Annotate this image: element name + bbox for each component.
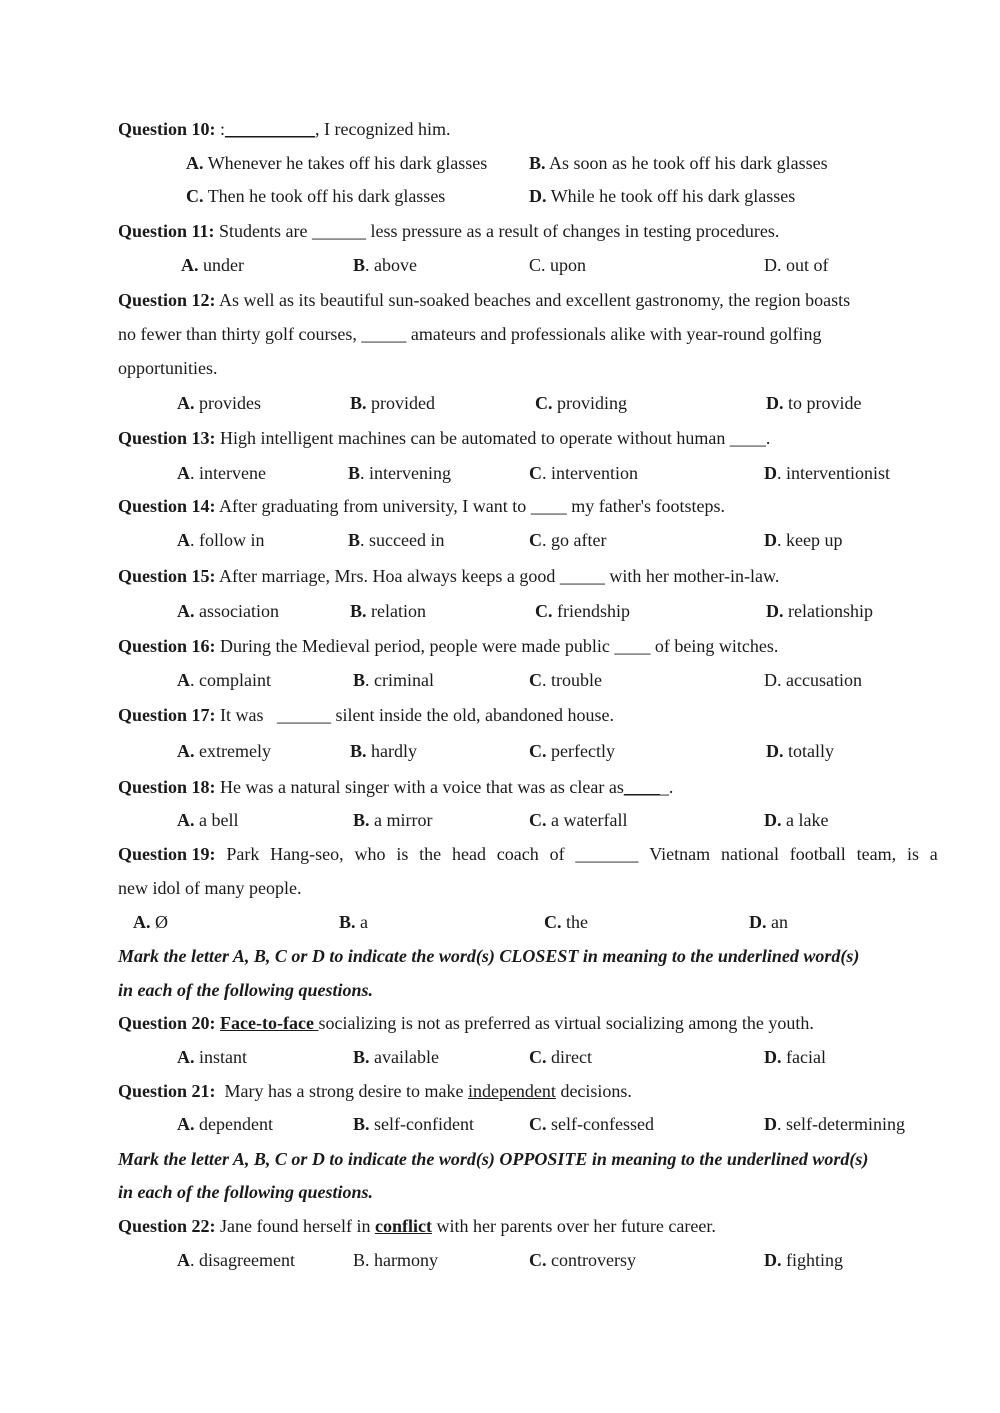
option-b[interactable] — [529, 152, 828, 174]
option-b[interactable] — [350, 600, 426, 622]
option-text: perfectly — [546, 741, 615, 761]
option-text: relation — [366, 601, 426, 621]
option-d[interactable] — [764, 1249, 843, 1271]
option-text: hardly — [366, 741, 417, 761]
question-stem: After graduating from university, I want to ____ my father's footsteps. — [215, 496, 725, 516]
option-letter: D — [764, 530, 777, 550]
option-c[interactable] — [529, 740, 615, 762]
option-text: . follow in — [190, 530, 265, 550]
option-text: a lake — [781, 810, 829, 830]
option-c[interactable] — [535, 600, 630, 622]
option-a[interactable] — [177, 600, 279, 622]
option-a[interactable] — [177, 392, 261, 414]
option-text: . intervening — [360, 463, 451, 483]
option-b[interactable] — [350, 740, 417, 762]
question-stem: It was ______ silent inside the old, abandoned house. — [215, 705, 614, 725]
question-stem: , I recognized him. — [315, 119, 451, 139]
stem-word: national — [720, 844, 779, 864]
option-text: While he took off his dark glasses — [550, 186, 796, 206]
stem-word: team, — [856, 844, 897, 864]
question-13 — [118, 427, 770, 449]
stem-word: who — [354, 844, 386, 864]
option-text: a mirror — [369, 810, 433, 830]
option-letter: B — [353, 670, 366, 690]
question-stem-end: decisions. — [555, 1081, 632, 1101]
option-a[interactable] — [181, 254, 244, 276]
question-label: Question 20: — [118, 1013, 216, 1033]
option-letter: B — [353, 1250, 366, 1270]
option-letter: B. — [353, 1047, 370, 1067]
option-d[interactable] — [764, 1113, 905, 1135]
option-d[interactable] — [529, 185, 795, 207]
question-10 — [118, 118, 450, 140]
option-b[interactable] — [339, 911, 368, 933]
option-text: instant — [194, 1047, 247, 1067]
option-letter: C. — [535, 393, 553, 413]
option-letter: D. — [529, 186, 547, 206]
option-text: relationship — [783, 601, 873, 621]
option-c[interactable] — [535, 392, 627, 414]
option-letter: A. — [186, 153, 204, 173]
option-a[interactable] — [177, 809, 238, 831]
option-letter: B. — [529, 153, 546, 173]
question-label: Question 17: — [118, 705, 216, 725]
stem-word: the — [419, 844, 442, 864]
question-stem-line: As well as its beautiful sun-soaked beaches and excellent gastronomy, the region boasts — [215, 290, 851, 310]
option-text: . out of — [777, 255, 829, 275]
option-text: . above — [365, 255, 417, 275]
option-text: Whenever he takes off his dark glasses — [207, 153, 488, 173]
question-stem-line: opportunities. — [118, 358, 218, 378]
answer-blank: __________ — [225, 119, 316, 139]
stem-word: football — [789, 844, 846, 864]
option-letter: A. — [177, 1114, 195, 1134]
question-label: Question 22: — [118, 1216, 216, 1236]
option-c[interactable] — [529, 529, 606, 551]
option-letter: A. — [181, 255, 199, 275]
option-letter: C. — [529, 810, 547, 830]
option-letter: A. — [177, 810, 195, 830]
option-text: under — [198, 255, 244, 275]
option-text: . interventionist — [777, 463, 890, 483]
option-text: . upon — [541, 255, 587, 275]
option-text: self-confident — [369, 1114, 474, 1134]
option-c[interactable] — [544, 911, 588, 933]
option-letter: A. — [177, 601, 195, 621]
option-letter: A. — [177, 1047, 195, 1067]
option-d[interactable] — [764, 529, 842, 551]
option-letter: A. — [133, 912, 151, 932]
question-21 — [118, 1080, 632, 1102]
option-text: . intervene — [190, 463, 266, 483]
question-stem: During the Medieval period, people were made public ____ of being witches. — [215, 636, 779, 656]
option-letter: B. — [353, 810, 370, 830]
option-b[interactable] — [353, 1249, 438, 1271]
option-letter: B — [348, 530, 361, 550]
question-label: Question 15: — [118, 566, 216, 586]
underlined-word: Face-to-face — [220, 1013, 319, 1033]
question-label: Question 21: — [118, 1081, 216, 1101]
option-b[interactable] — [353, 669, 434, 691]
option-letter: B. — [350, 741, 367, 761]
option-b[interactable] — [353, 254, 417, 276]
option-text: extremely — [194, 741, 271, 761]
underlined-word: conflict — [374, 1216, 432, 1236]
option-text: a — [355, 912, 369, 932]
question-15 — [118, 565, 779, 587]
option-text: facial — [781, 1047, 826, 1067]
option-b[interactable] — [348, 529, 444, 551]
option-letter: A — [177, 530, 190, 550]
option-d[interactable] — [764, 809, 828, 831]
option-text: fighting — [781, 1250, 843, 1270]
option-letter: D. — [764, 810, 782, 830]
underlined-word: independent — [467, 1081, 556, 1101]
answer-blank: _______ — [575, 844, 639, 864]
answer-blank: ____ — [623, 777, 660, 797]
option-letter: C. — [529, 1250, 547, 1270]
question-stem-line: no fewer than thirty golf courses, _____ amateurs and professionals alike with year-round golfing — [118, 324, 822, 344]
stem-word: Hang-seo, — [270, 844, 344, 864]
option-letter: D — [764, 463, 777, 483]
option-text: providing — [552, 393, 627, 413]
option-letter: B. — [350, 393, 367, 413]
instruction-closest-line-1: Mark the letter A, B, C or D to indicate the word(s) CLOSEST in meaning to the underlined word(s) — [118, 946, 860, 966]
question-stem: socializing is not as preferred as virtual socializing among the youth. — [318, 1013, 814, 1033]
option-text: Ø — [150, 912, 168, 932]
option-letter: A — [177, 1250, 190, 1270]
option-text: provides — [194, 393, 261, 413]
option-letter: C — [529, 255, 542, 275]
question-stem: Jane found herself in — [215, 1216, 375, 1236]
option-b[interactable] — [353, 1046, 439, 1068]
option-text: to provide — [783, 393, 862, 413]
question-label: Question 13: — [118, 428, 216, 448]
stem-word: of — [549, 844, 565, 864]
option-c[interactable] — [529, 809, 627, 831]
stem-word: head — [451, 844, 486, 864]
option-letter: D — [764, 1114, 777, 1134]
option-letter: D — [764, 670, 777, 690]
option-text: association — [194, 601, 279, 621]
option-letter: D. — [766, 601, 784, 621]
option-text: . complaint — [190, 670, 271, 690]
option-c[interactable] — [529, 1249, 636, 1271]
option-text: provided — [366, 393, 435, 413]
option-d[interactable] — [766, 740, 834, 762]
question-stem: High intelligent machines can be automated to operate without human ____. — [215, 428, 771, 448]
question-11 — [118, 220, 779, 242]
question-stem: Students are ______ less pressure as a result of changes in testing procedures. — [214, 221, 780, 241]
option-letter: C — [529, 670, 542, 690]
question-17 — [118, 704, 614, 726]
question-stem: Mary has a strong desire to make — [215, 1081, 468, 1101]
question-label: Question 14: — [118, 496, 216, 516]
option-d[interactable] — [749, 911, 788, 933]
option-a[interactable] — [177, 669, 271, 691]
option-d[interactable] — [764, 669, 862, 691]
stem-word: Vietnam — [649, 844, 711, 864]
option-d[interactable] — [764, 1046, 826, 1068]
option-text: . disagreement — [190, 1250, 295, 1270]
option-text: As soon as he took off his dark glasses — [549, 153, 828, 173]
option-letter: C. — [529, 1114, 547, 1134]
option-letter: C. — [529, 1047, 547, 1067]
option-letter: C. — [186, 186, 204, 206]
option-d[interactable] — [766, 392, 862, 414]
option-b[interactable] — [353, 1113, 474, 1135]
option-letter: C — [529, 530, 542, 550]
stem-word: Park — [226, 844, 260, 864]
option-text: . intervention — [542, 463, 638, 483]
option-text: a waterfall — [546, 810, 628, 830]
option-letter: A — [177, 670, 190, 690]
instruction-closest-line-2: in each of the following questions. — [118, 980, 374, 1000]
question-stem-end: with her parents over her future career. — [431, 1216, 716, 1236]
option-letter: C — [529, 463, 542, 483]
option-d[interactable] — [766, 600, 873, 622]
option-text: available — [369, 1047, 439, 1067]
option-letter: B — [348, 463, 361, 483]
question-label: Question 12: — [118, 290, 216, 310]
option-b[interactable] — [348, 462, 451, 484]
question-20 — [118, 1012, 814, 1034]
option-text: self-confessed — [546, 1114, 654, 1134]
option-letter: B. — [339, 912, 356, 932]
option-text: the — [561, 912, 588, 932]
option-text: Then he took off his dark glasses — [207, 186, 446, 206]
option-letter: D. — [766, 393, 784, 413]
option-a[interactable] — [177, 529, 265, 551]
option-letter: A. — [177, 741, 195, 761]
option-text: direct — [546, 1047, 592, 1067]
stem-word: is — [396, 844, 409, 864]
option-text: a bell — [194, 810, 239, 830]
option-letter: D. — [764, 1047, 782, 1067]
option-text: . succeed in — [360, 530, 445, 550]
option-b[interactable] — [353, 809, 433, 831]
option-text: . accusation — [777, 670, 862, 690]
option-letter: B — [353, 255, 366, 275]
option-text: controversy — [546, 1250, 636, 1270]
option-text: . criminal — [365, 670, 434, 690]
option-a[interactable] — [177, 1249, 295, 1271]
option-c[interactable] — [529, 1113, 654, 1135]
instruction-opposite-line-1: Mark the letter A, B, C or D to indicate the word(s) OPPOSITE in meaning to the underlined word(s) — [118, 1149, 869, 1169]
question-label: Question 11: — [118, 221, 215, 241]
option-d[interactable] — [764, 254, 829, 276]
option-a[interactable] — [177, 740, 271, 762]
option-letter: C. — [544, 912, 562, 932]
question-18 — [118, 776, 673, 798]
question-stem-end: _. — [659, 777, 674, 797]
option-letter: D. — [764, 1250, 782, 1270]
option-c[interactable] — [529, 669, 602, 691]
question-stem-colon: : — [220, 119, 226, 139]
option-text: totally — [783, 741, 834, 761]
stem-word: a — [929, 844, 938, 864]
question-stem-line: new idol of many people. — [118, 878, 302, 898]
option-letter: C. — [535, 601, 553, 621]
option-a[interactable] — [177, 462, 266, 484]
question-14 — [118, 495, 725, 517]
option-text: . harmony — [365, 1250, 438, 1270]
option-a[interactable] — [186, 152, 487, 174]
option-a[interactable] — [177, 1113, 273, 1135]
question-label: Question 10: — [118, 119, 216, 139]
option-c[interactable] — [529, 462, 638, 484]
option-letter: D. — [749, 912, 767, 932]
option-letter: D — [764, 255, 777, 275]
question-label: Question 16: — [118, 636, 216, 656]
question-16 — [118, 635, 778, 657]
question-label: Question 19: — [118, 844, 216, 864]
option-text: . trouble — [542, 670, 602, 690]
option-letter: B. — [353, 1114, 370, 1134]
option-c[interactable] — [529, 254, 586, 276]
question-label: Question 18: — [118, 777, 216, 797]
stem-word: is — [906, 844, 919, 864]
option-letter: D. — [766, 741, 784, 761]
question-12 — [118, 289, 850, 311]
option-c[interactable] — [186, 185, 445, 207]
question-stem: After marriage, Mrs. Hoa always keeps a good _____ with her mother-in-law. — [215, 566, 780, 586]
question-stem: He was a natural singer with a voice that was as clear as — [215, 777, 624, 797]
option-d[interactable] — [764, 462, 890, 484]
option-letter: C. — [529, 741, 547, 761]
option-text: an — [766, 912, 788, 932]
option-a[interactable] — [133, 911, 168, 933]
option-b[interactable] — [350, 392, 435, 414]
option-letter: A. — [177, 393, 195, 413]
instruction-opposite-line-2: in each of the following questions. — [118, 1182, 374, 1202]
option-letter: B. — [350, 601, 367, 621]
option-text: dependent — [194, 1114, 273, 1134]
option-c[interactable] — [529, 1046, 592, 1068]
option-text: friendship — [552, 601, 630, 621]
question-22 — [118, 1215, 716, 1237]
option-text: . keep up — [777, 530, 843, 550]
option-text: . self-determining — [777, 1114, 905, 1134]
question-19 — [118, 843, 938, 865]
stem-word: coach — [496, 844, 539, 864]
option-text: . go after — [542, 530, 607, 550]
option-a[interactable] — [177, 1046, 247, 1068]
option-letter: A — [177, 463, 190, 483]
